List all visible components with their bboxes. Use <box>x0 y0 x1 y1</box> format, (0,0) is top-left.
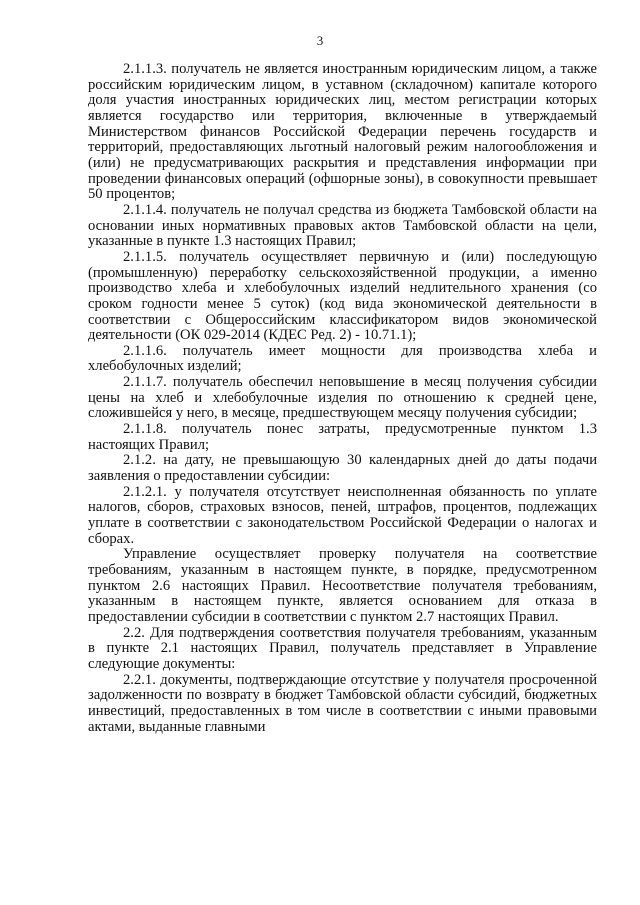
paragraph-2-2-1: 2.2.1. документы, подтверждающие отсутствие у получателя просроченной задолженности по возврату в бюджет Тамбовской области субсидий, бюджетных инвестиций, предоставленных в том числе в соответствии с иными правовыми актами, выданные главными <box>88 671 597 735</box>
paragraph-2-1-1-7: 2.1.1.7. получатель обеспечил неповышение в месяц получения субсидии цены на хлеб и хлебобулочные изделия по отношению к средней цене, сложившейся у него, в месяце, предшествующем месяцу получения субсидии; <box>88 374 597 422</box>
page-number: 3 <box>316 33 324 48</box>
paragraph-2-1-2-1: 2.1.2.1. у получателя отсутствует неисполненная обязанность по уплате налогов, сборов, страховых взносов, пеней, штрафов, процентов, подлежащих уплате в соответствии с законодательством Российской Федерации о налогах и сборах. <box>88 483 597 547</box>
paragraph-2-1-1-4: 2.1.1.4. получатель не получал средства из бюджета Тамбовской области на основании иных нормативных правовых актов Тамбовской области на цели, указанные в пункте 1.3 настоящих Правил; <box>88 201 597 250</box>
paragraph-verification: Управление осуществляет проверку получателя на соответствие требованиям, указанным в настоящем пункте, в порядке, предусмотренном пунктом 2.6 настоящих Правил. Несоответствие получателя требованиям, указанным в настоящем пункте, является основанием для отказа в предоставлении субсидии в соответствии с пунктом 2.7 настоящих Правил. <box>88 546 597 625</box>
paragraph-2-1-1-3: 2.1.1.3. получатель не является иностранным юридическим лицом, а также российским юридическим лицом, в уставном (складочном) капитале которого доля участия иностранных юридических лиц, местом регистрации которых является государство или территория, включенные в утверждаемый Министерством финансов Российской Федерации перечень государств и территорий, предоставляющих льготный налоговый режим налогообложения и (или) не предусматривающих раскрытия и представления информации при проведении финансовых операций (офшорные зоны), в совокупности превышает 50 процентов; <box>88 61 597 203</box>
paragraph-2-1-2: 2.1.2. на дату, не превышающую 30 календарных дней до даты подачи заявления о предоставлении субсидии: <box>88 452 597 485</box>
paragraph-2-2: 2.2. Для подтверждения соответствия получателя требованиям, указанным в пункте 2.1 настоящих Правил, получатель представляет в Управление следующие документы: <box>88 624 597 672</box>
paragraph-2-1-1-6: 2.1.1.6. получатель имеет мощности для производства хлеба и хлебобулочных изделий; <box>88 342 597 375</box>
paragraph-2-1-1-8: 2.1.1.8. получатель понес затраты, предусмотренные пунктом 1.3 настоящих Правил; <box>88 421 597 453</box>
document-body <box>88 62 597 735</box>
paragraph-2-1-1-5: 2.1.1.5. получатель осуществляет первичную и (или) последующую (промышленную) переработку сельскохозяйственной продукции, а именно производство хлеба и хлебобулочных изделий недлительного хранения (со сроком годности менее 5 суток) (код вида экономической деятельности в соответствии с Общероссийским классификатором видов экономической деятельности (ОК 029-2014 (КДЕС Ред. 2) - 10.71.1); <box>88 248 597 344</box>
